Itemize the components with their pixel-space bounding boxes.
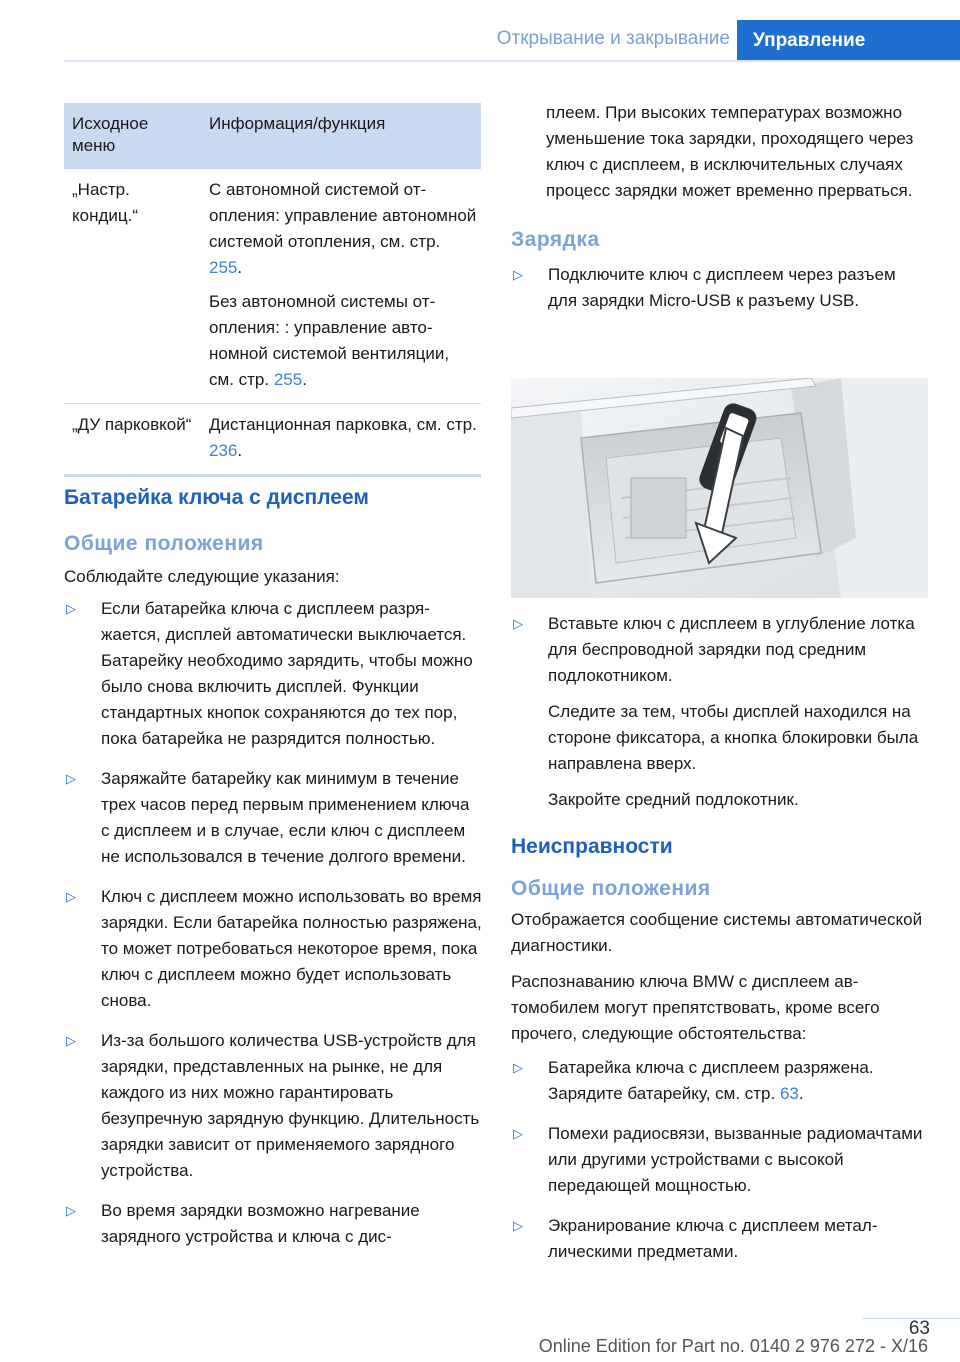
faults-subtitle: Общие положения xyxy=(511,877,711,900)
triangle-bullet-icon: ▷ xyxy=(66,771,76,786)
faults-paragraph: Отображается сообщение системы автоматической диагностики. xyxy=(511,910,923,955)
paragraph-end: . xyxy=(798,1084,804,1103)
paragraph-text: Батарейка ключа с дисплеем разряжена. Зарядите батарейку, см. стр. xyxy=(548,1058,874,1103)
list-item xyxy=(511,611,929,813)
list-item xyxy=(511,1055,929,1107)
table-header-function: Информация/функция xyxy=(209,114,386,133)
triangle-bullet-icon: ▷ xyxy=(66,1203,76,1218)
list-item xyxy=(511,1213,929,1265)
triangle-bullet-icon: ▷ xyxy=(513,1060,523,1075)
header-section-title: Открывание и закрывание xyxy=(496,28,730,49)
page-link[interactable]: 255 xyxy=(209,258,238,277)
paragraph-text: Дистанционная парковка, см. стр. xyxy=(209,415,477,434)
paragraph-text: С автономной системой отопления: управление автономной системой отопления, см. стр. xyxy=(209,180,477,251)
right-column-bottom xyxy=(511,611,929,1279)
faults-paragraph: Распознаванию ключа BMW с дисплеем автомобилем могут препятствовать, кроме всего прочего, следующие обстоятельства: xyxy=(511,972,880,1043)
list-item xyxy=(64,1028,482,1184)
faults-title: Неисправности xyxy=(511,835,673,858)
instruction-paragraph: Следите за тем, чтобы дисплей находился на стороне фиксатора, а кнопка блокировки была направлена вверх. xyxy=(548,702,919,773)
continued-paragraph: плеем. При высоких температурах возможно уменьшение тока зарядки, проходящего через ключ с дисплеем, в исключительных случаях процесс зарядки может временно прерваться. xyxy=(546,103,914,200)
paragraph-end: . xyxy=(302,370,307,389)
table-cell-menu: „Настр. кондиц.“ xyxy=(72,180,139,225)
table-row xyxy=(64,404,481,474)
table-cell-function xyxy=(201,404,481,474)
list-item-text: Заряжайте батарейку как минимум в течение трех часов перед первым применением ключа с дисплеем и в случае, если ключ с дисплеем не использовался в течение долгого времени. xyxy=(101,769,470,866)
table-cell-function xyxy=(201,169,481,403)
page-link[interactable]: 63 xyxy=(779,1084,799,1103)
triangle-bullet-icon: ▷ xyxy=(513,1218,523,1233)
triangle-bullet-icon: ▷ xyxy=(513,1126,523,1141)
header-chapter-tab: Управление xyxy=(737,20,960,62)
left-column xyxy=(64,486,482,1264)
instruction-paragraph: Вставьте ключ с дисплеем в углубление лотка для беспроводной зарядки под средним подлокотником. xyxy=(548,614,915,685)
table-cell-paragraph xyxy=(209,177,477,281)
paragraph-end: . xyxy=(237,258,243,277)
menu-table xyxy=(64,103,481,477)
page-link[interactable]: 255 xyxy=(273,370,303,389)
subsection-title: Общие положения xyxy=(64,532,264,555)
triangle-bullet-icon: ▷ xyxy=(66,1033,76,1048)
table-bottom-rule xyxy=(64,474,481,477)
list-item xyxy=(64,766,482,870)
list-item-text xyxy=(548,1055,929,1107)
triangle-bullet-icon: ▷ xyxy=(513,267,523,282)
list-item xyxy=(64,596,482,752)
table-header-menu: Исходное меню xyxy=(72,114,149,155)
notes-list xyxy=(64,596,482,1250)
list-item-text: Если батарейка ключа с дисплеем разряжается, дисплей автоматически выключается. Батарейку необходимо зарядить, чтобы можно было снова включить дисплей. Функции стандартных кнопок сохраняются до тех пор, пока батарейка не разрядится полностью. xyxy=(101,599,473,748)
triangle-bullet-icon: ▷ xyxy=(66,601,76,616)
charging-title: Зарядка xyxy=(511,228,600,251)
edition-note: Online Edition for Part no. 0140 2 976 272 - X/16 xyxy=(538,1336,928,1356)
list-item xyxy=(64,1198,482,1250)
table-cell-menu: „ДУ парковкой“ xyxy=(72,415,192,434)
table-header xyxy=(64,103,481,169)
header-divider xyxy=(64,60,960,62)
armrest-charging-tray-photo xyxy=(511,378,928,598)
list-item-text: Во время зарядки возможно нагревание зарядного устройства и ключа с дис- xyxy=(101,1201,420,1246)
intro-paragraph: Соблюдайте следующие указания: xyxy=(64,567,340,586)
section-title: Батарейка ключа с дисплеем xyxy=(64,486,369,509)
list-item xyxy=(511,1121,929,1199)
triangle-bullet-icon: ▷ xyxy=(513,616,523,631)
list-item-text: Экранирование ключа с дисплеем металлическими предметами. xyxy=(548,1216,878,1261)
table-row xyxy=(64,169,481,404)
list-item xyxy=(64,884,482,1014)
page-link[interactable]: 236 xyxy=(209,441,238,460)
list-item-text: Из-за большого количества USB-устройств для зарядки, представленных на рынке, не для каждого из них можно гарантировать безупречную зарядную функцию. Длительность зарядки зависит от применяемого зарядного устройства. xyxy=(101,1031,480,1180)
table-cell-paragraph xyxy=(209,289,477,393)
table-cell-paragraph xyxy=(209,412,477,464)
list-item-text: Помехи радиосвязи, вызванные радиомачтами или другими устройствами с высокой передающей мощностью. xyxy=(548,1124,923,1195)
armrest-illustration xyxy=(511,378,928,598)
page-number: 63 xyxy=(908,1318,930,1339)
right-column-top xyxy=(511,100,929,328)
list-item-text xyxy=(548,611,929,813)
instruction-paragraph: Закройте средний подлокотник. xyxy=(548,790,799,809)
list-item-text: Подключите ключ с дисплеем через разъем для зарядки Micro-USB к разъему USB. xyxy=(548,265,896,310)
triangle-bullet-icon: ▷ xyxy=(66,889,76,904)
paragraph-end: . xyxy=(237,441,243,460)
list-item xyxy=(511,262,929,314)
paragraph-text: Без автономной системы отопления: : управление автономной системой вентиляции, см. стр. xyxy=(209,292,450,389)
list-item-text: Ключ с дисплеем можно использовать во время зарядки. Если батарейка полностью разряжена, то может потребоваться некоторое время, пока ключ с дисплеем можно будет использовать снова. xyxy=(101,887,482,1010)
